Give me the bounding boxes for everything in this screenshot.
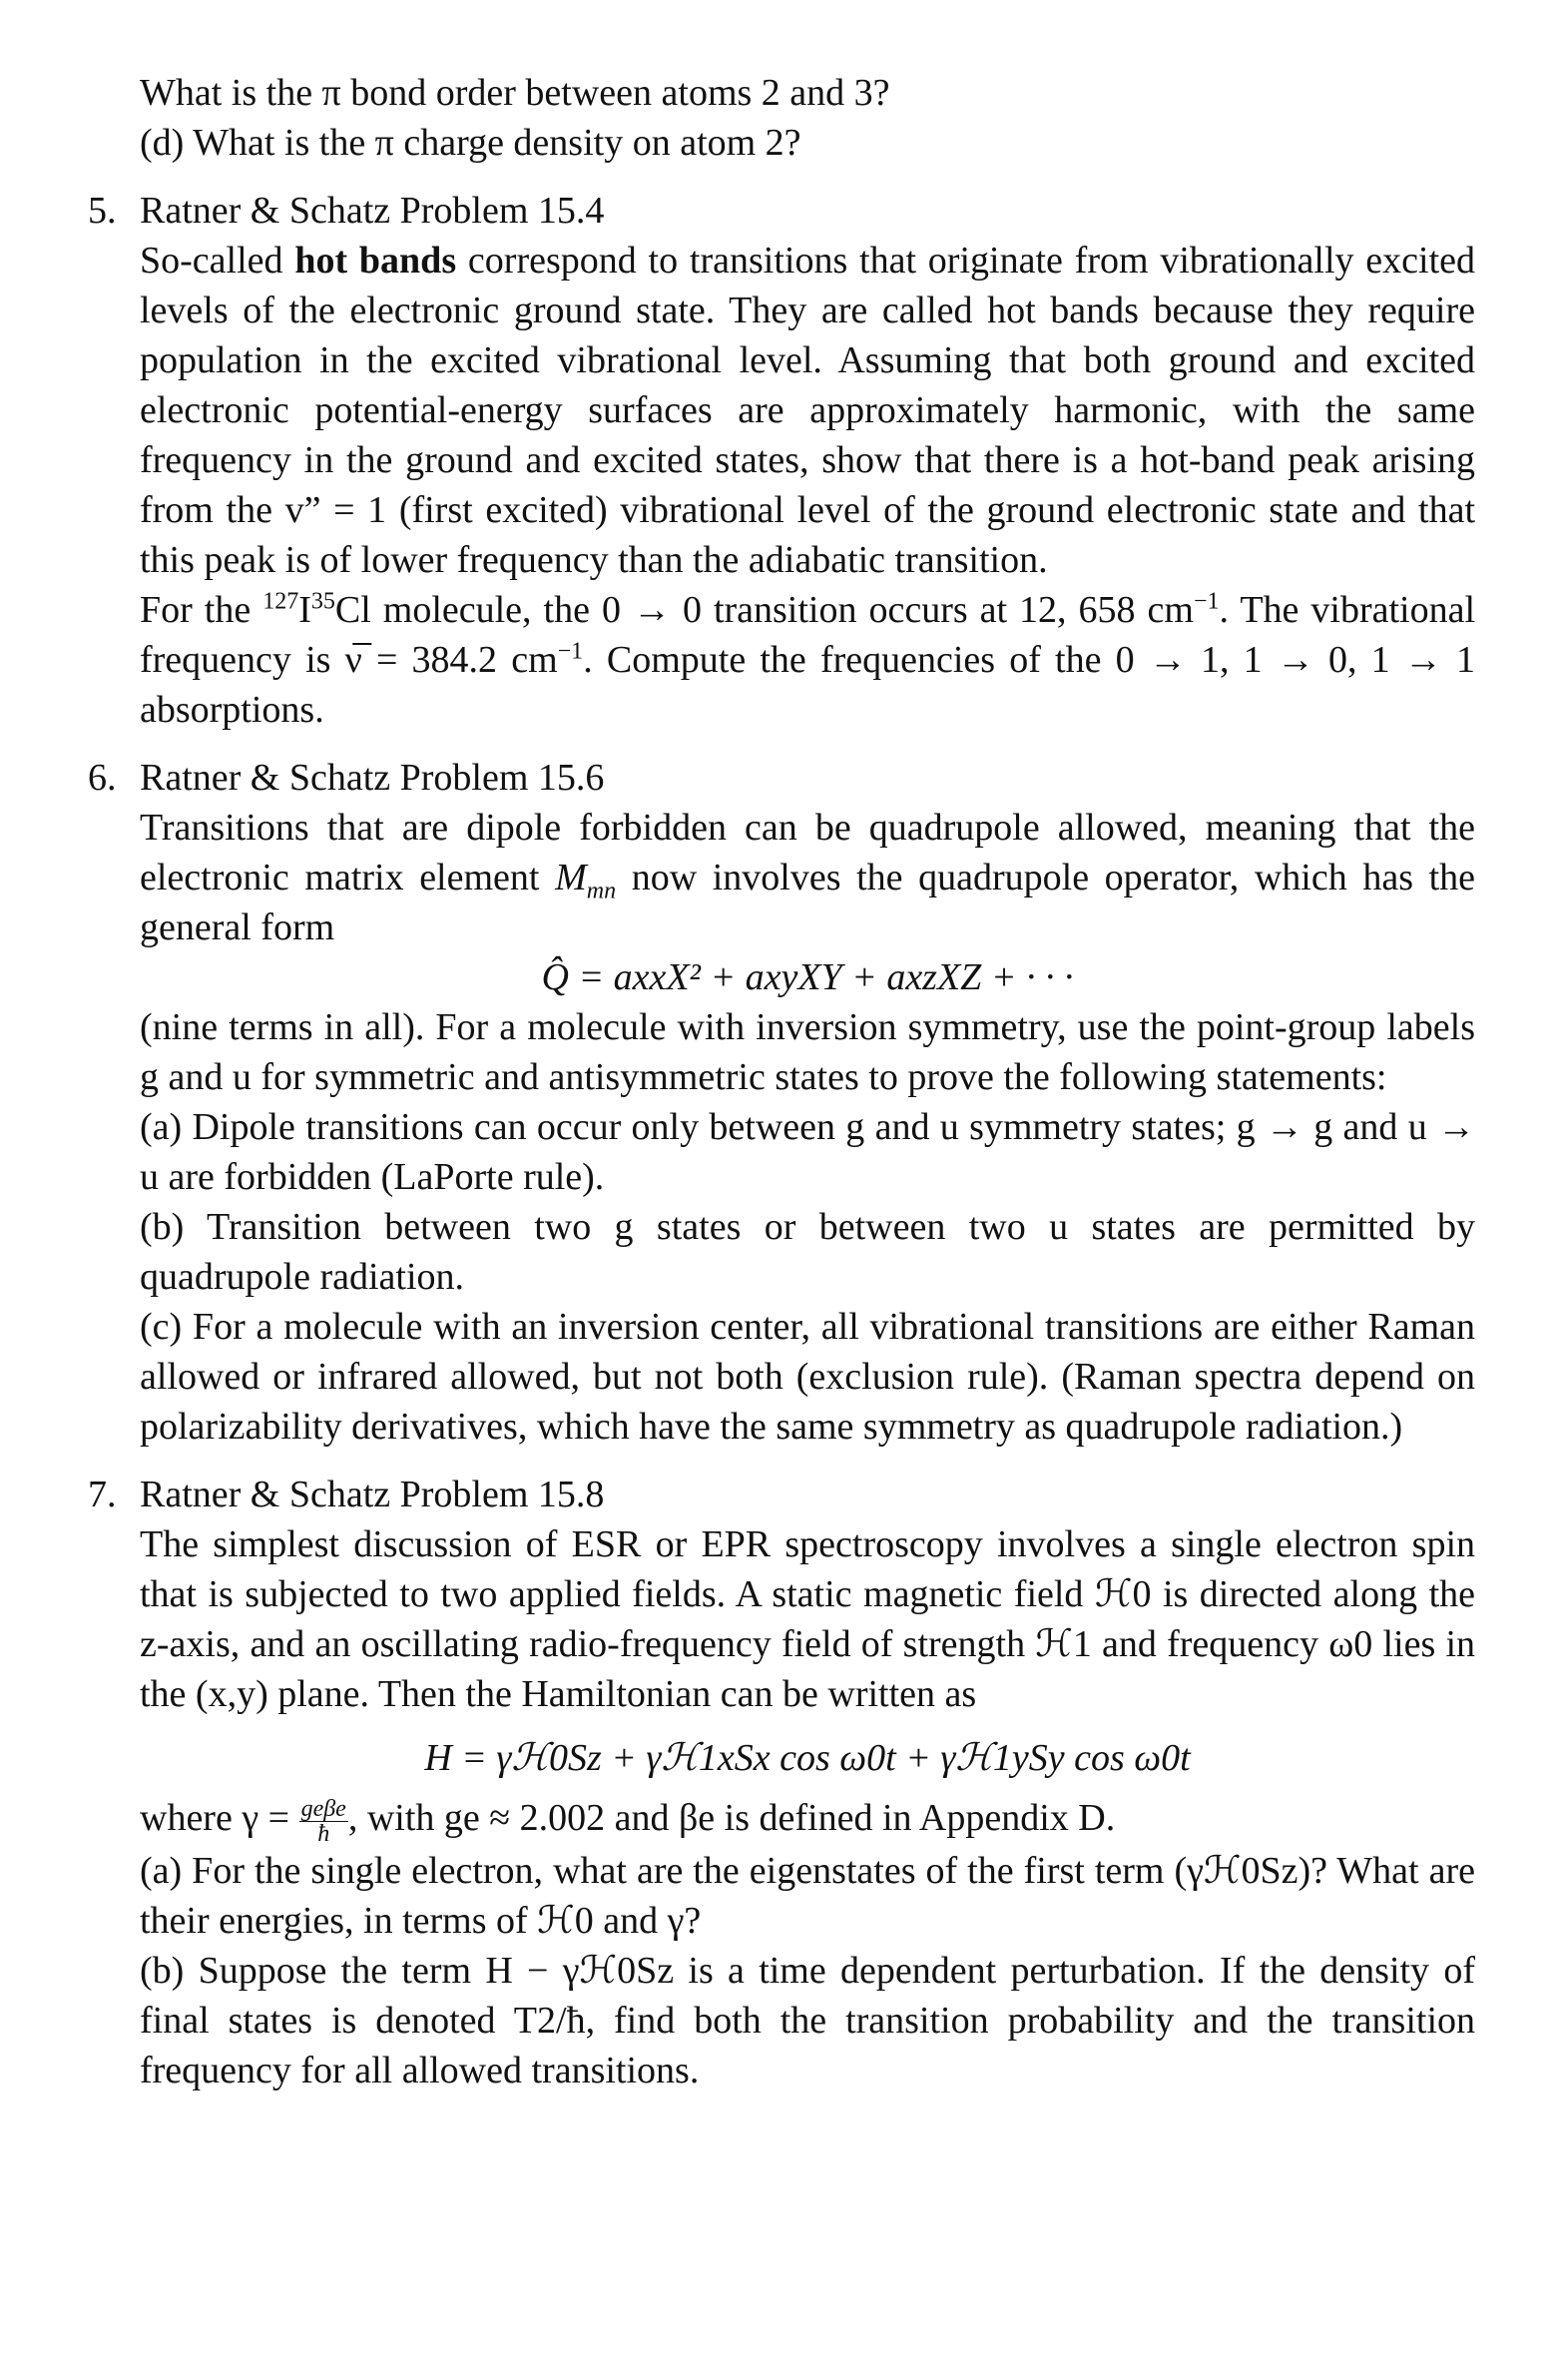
problem-statement: (nine terms in all). For a molecule with inversion symmetry, use the point-group labels g and u for symmetric and antisymmetric states to prove the following statements: [140,1006,1475,1098]
problem-5 [88,186,1476,735]
part-b: (b) Suppose the term H − γℋ0Sz is a time dependent perturbation. If the density of final states is denoted T2/ħ, find both the transition probability and the transition frequency for all allowed transitions. [140,1949,1475,2091]
part-a: (a) For the single electron, what are the eigenstates of the first term (γℋ0Sz)? What are their energies, in terms of ℋ0 and γ? [140,1849,1475,1942]
problem-body: Transitions that are dipole forbidden can be quadrupole allowed, meaning that the electronic matrix element $M_{mn}$ now involves the quadrupole operator, which has the general form [140,807,1476,948]
charge-density-question: (d) What is the π charge density on atom 2? [140,122,801,164]
problem-number: 6. [88,757,117,799]
bond-order-question: What is the π bond order between atoms 2 and 3? [140,72,890,114]
problem-title: Ratner & Schatz Problem 15.6 [140,757,605,799]
problem-title: Ratner & Schatz Problem 15.4 [140,190,605,232]
problem-body: The simplest discussion of ESR or EPR spectroscopy involves a single electron spin that is subjected to two applied fields. A static magnetic field ℋ0 is directed along the z-axis, and an oscillating radio-frequency field of strength ℋ1 and frequency ω0 lies in the (x,y) plane. Then the Hamiltonian can be written as [140,1523,1475,1715]
hot-bands-term: hot bands [294,240,457,282]
problem-7 [88,1470,1475,2095]
problem-number: 5. [88,190,117,232]
hamiltonian-equation: H = γℋ0Sz + γℋ1xSx cos ω0t + γℋ1ySy cos ω0t [424,1737,1191,1779]
problem-title: Ratner & Schatz Problem 15.8 [140,1474,605,1515]
part-b: (b) Transition between two g states or between two u states are permitted by quadrupole radiation. [140,1206,1475,1298]
problem-data: For the $^{127}I^{35}Cl$ molecule, the 0 → 0 transition occurs at 12, 658 $cm^{-1}$. The vibrational frequency is ν̅ = 384.2 $cm^{-1}$. Compute the frequencies of the 0 → 1, 1 → 0, 1 → 1 absorptions. [140,588,1476,731]
quadrupole-equation: Q̂ = axxX² + axyXY + axzXZ + · · · [541,956,1074,998]
part-c: (c) For a molecule with an inversion center, all vibrational transitions are either Raman allowed or infrared allowed, but not both (exclusion rule). (Raman spectra depend on polarizability derivatives, which have the same symmetry as quadrupole radiation.) [140,1306,1475,1448]
problem-body: So-called hot bands correspond to transitions that originate from vibrationally excited levels of the electronic ground state. They are called hot bands because they require population in the excited vibrational level. Assuming that both ground and excited electronic potential-energy surfaces are approximately harmonic, with the same frequency in the ground and excited states, show that there is a hot-band peak arising from the v” = 1 (first excited) vibrational level of the ground electronic state and that this peak is of lower frequency than the adiabatic transition. [140,240,1476,581]
problem-number: 7. [88,1474,117,1515]
previous-problem-continuation [140,68,1475,168]
gamma-definition: where γ = $\frac{\text{geβe}}{ħ}$ , with ge ≈ 2.002 and βe is defined in Appendix D. [140,1795,1116,1847]
gamma-fraction: $\frac{\text{geβe}}{ħ}$ [300,1795,346,1847]
part-a: (a) Dipole transitions can occur only between g and u symmetry states; g → g and u → u are forbidden (LaPorte rule). [140,1106,1475,1198]
problem-6 [88,753,1476,1452]
